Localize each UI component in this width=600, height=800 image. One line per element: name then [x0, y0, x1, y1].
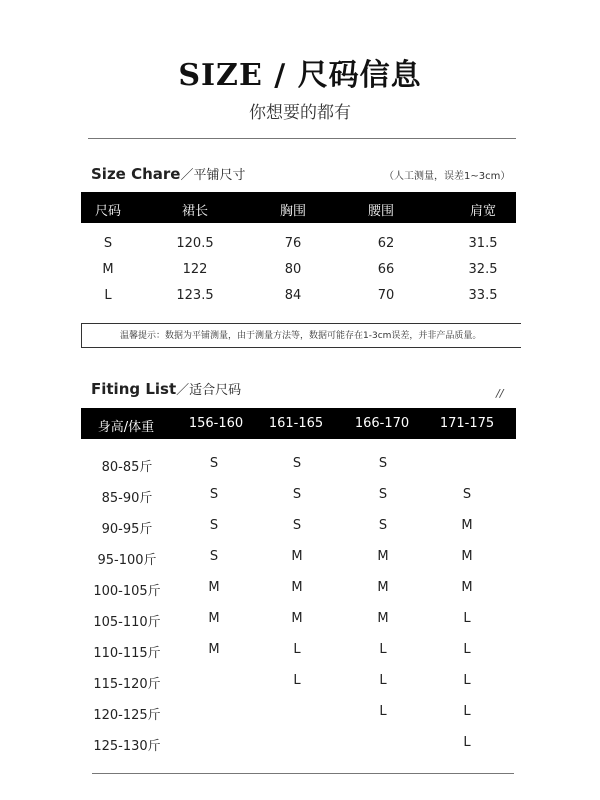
fit-col-header: 身高/体重 [97, 420, 155, 435]
size-table-cell: 80 [284, 262, 302, 277]
fit-table-cell: 90-95斤 [101, 522, 153, 537]
fit-col-header: 171-175 [439, 416, 495, 431]
fit-table-cell: M [291, 580, 303, 595]
fitting-list-header-bar [81, 408, 516, 439]
fit-table-cell: L [463, 735, 471, 750]
size-table-cell: 32.5 [468, 262, 498, 277]
fit-table-cell: S [378, 518, 388, 533]
fit-table-row [0, 580, 600, 598]
size-table-cell: 84 [284, 288, 302, 303]
measurement-note: （人工测量，误差1~3cm） [384, 171, 511, 182]
fit-col-header: 166-170 [354, 416, 410, 431]
size-table-cell: 33.5 [468, 288, 498, 303]
fit-table-cell: M [461, 580, 473, 595]
fit-table-row [0, 642, 600, 660]
fit-table-cell: 125-130斤 [93, 739, 161, 754]
fit-table-cell: M [461, 518, 473, 533]
fit-table-row [0, 456, 600, 474]
size-table-cell: 31.5 [468, 236, 498, 251]
size-col-header: 肩宽 [469, 204, 497, 219]
size-table-cell: L [104, 288, 112, 303]
fit-table-row [0, 518, 600, 536]
fitting-list-heading-cn: ／适合尺码 [176, 383, 242, 398]
fit-table-cell: L [379, 673, 387, 688]
page-subtitle: 你想要的都有 [249, 103, 351, 123]
fit-table-cell: S [378, 487, 388, 502]
page-title: SIZE / 尺码信息 [178, 58, 422, 93]
fit-table-cell: L [463, 611, 471, 626]
fit-table-cell: S [292, 456, 302, 471]
fit-table-cell: S [292, 518, 302, 533]
size-chart-heading [91, 164, 245, 183]
fit-table-cell: M [208, 611, 220, 626]
fit-table-row [0, 704, 600, 722]
fit-table-cell: 100-105斤 [93, 584, 161, 599]
fit-table-row [0, 673, 600, 691]
top-divider [88, 138, 516, 139]
size-table-cell: 62 [377, 236, 395, 251]
fit-table-cell: 120-125斤 [93, 708, 161, 723]
fit-table-row [0, 487, 600, 505]
fit-table-row [0, 549, 600, 567]
fit-table-cell: M [377, 611, 389, 626]
size-chart-header-bar [81, 192, 516, 223]
fit-table-cell: S [462, 487, 472, 502]
fit-table-cell: S [292, 487, 302, 502]
size-table-cell: S [103, 236, 113, 251]
size-table-cell: 123.5 [176, 288, 214, 303]
fit-table-row [0, 735, 600, 753]
size-chart-heading-cn: ／平铺尺寸 [180, 168, 246, 183]
size-col-header: 胸围 [279, 204, 307, 219]
fit-table-cell: M [208, 580, 220, 595]
fit-table-cell: L [463, 642, 471, 657]
fit-table-cell: 95-100斤 [97, 553, 157, 568]
size-chart-heading-en: Size Chare [91, 165, 181, 183]
size-table-cell: 120.5 [176, 236, 214, 251]
size-table-cell: 70 [377, 288, 395, 303]
fit-table-cell: 115-120斤 [93, 677, 161, 692]
size-table-cell: 76 [284, 236, 302, 251]
fit-table-cell: L [293, 673, 301, 688]
slash-mark: // [496, 387, 504, 400]
fit-table-cell: M [461, 549, 473, 564]
size-table-row [0, 262, 600, 280]
size-table-row [0, 288, 600, 306]
fit-col-header: 156-160 [188, 416, 244, 431]
fit-table-cell: L [463, 704, 471, 719]
fit-table-cell: 80-85斤 [101, 460, 153, 475]
fit-table-cell: 105-110斤 [93, 615, 161, 630]
fit-table-cell: S [378, 456, 388, 471]
fit-table-cell: 110-115斤 [93, 646, 161, 661]
fit-table-cell: L [379, 642, 387, 657]
size-col-header: 腰围 [367, 204, 395, 219]
fitting-list-heading [91, 379, 241, 398]
fitting-list-heading-en: Fiting List [91, 380, 177, 398]
size-table-cell: 122 [182, 262, 208, 277]
fit-table-cell: M [291, 611, 303, 626]
fit-col-header: 161-165 [268, 416, 324, 431]
fit-table-cell: M [377, 549, 389, 564]
size-col-header: 尺码 [94, 204, 122, 219]
size-table-cell: 66 [377, 262, 395, 277]
fit-table-row [0, 611, 600, 629]
size-col-header: 裙长 [181, 204, 209, 219]
fit-table-cell: S [209, 518, 219, 533]
fit-table-cell: L [463, 673, 471, 688]
fit-table-cell: M [208, 642, 220, 657]
size-table-cell: M [102, 262, 114, 277]
notice-box: 温馨提示：数据为平铺测量，由于测量方法等，数据可能存在1-3cm误差，并非产品质量。 [81, 323, 521, 348]
fit-table-cell: S [209, 487, 219, 502]
fit-table-cell: S [209, 456, 219, 471]
bottom-divider [92, 773, 514, 774]
fit-table-cell: S [209, 549, 219, 564]
fit-table-cell: M [291, 549, 303, 564]
size-table-row [0, 236, 600, 254]
fit-table-cell: L [379, 704, 387, 719]
fit-table-cell: L [293, 642, 301, 657]
fit-table-cell: 85-90斤 [101, 491, 153, 506]
fit-table-cell: M [377, 580, 389, 595]
